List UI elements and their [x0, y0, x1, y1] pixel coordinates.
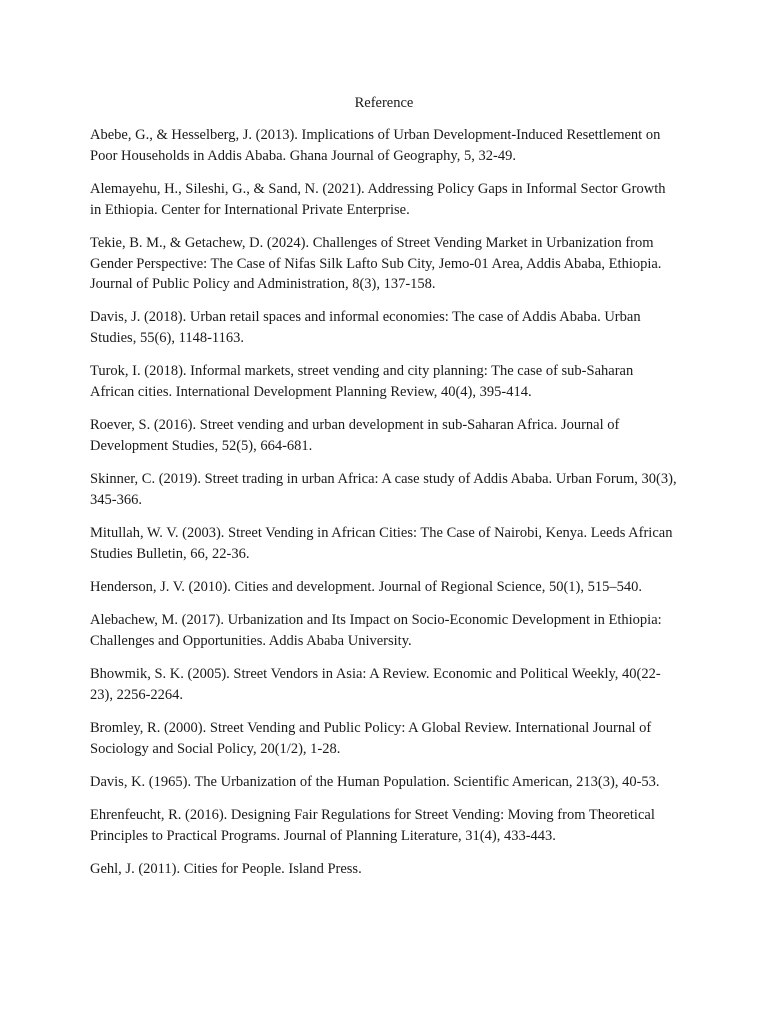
- reference-item: Tekie, B. M., & Getachew, D. (2024). Challenges of Street Vending Market in Urbanization from Gender Perspective: The Case of Nifas Silk Lafto Sub City, Jemo-01 Area, Addis Ababa, Ethiopia. Journal of Public Policy and Administration, 8(3), 137-158.: [90, 234, 662, 293]
- reference-item: Davis, K. (1965). The Urbanization of the Human Population. Scientific American, 213(3), 40-53.: [90, 773, 660, 790]
- reference-item: Gehl, J. (2011). Cities for People. Island Press.: [90, 860, 362, 877]
- reference-item: Bromley, R. (2000). Street Vending and Public Policy: A Global Review. International Journal of Sociology and Social Policy, 20(1/2), 1-28.: [90, 719, 652, 757]
- reference-item: Davis, J. (2018). Urban retail spaces and informal economies: The case of Addis Ababa. Urban Studies, 55(6), 1148-1163.: [90, 309, 641, 347]
- reference-item: Abebe, G., & Hesselberg, J. (2013). Implications of Urban Development-Induced Resettlement on Poor Households in Addis Ababa. Ghana Journal of Geography, 5, 32-49.: [90, 127, 661, 164]
- reference-list: [90, 125, 680, 892]
- reference-item: Alebachew, M. (2017). Urbanization and Its Impact on Socio-Economic Development in Ethiopia: Challenges and Opportunities. Addis Ababa University.: [90, 612, 662, 649]
- page-title: Reference: [354, 95, 414, 111]
- reference-item: Roever, S. (2016). Street vending and urban development in sub-Saharan Africa. Journal of Development Studies, 52(5), 664-681.: [90, 417, 620, 455]
- reference-item: Mitullah, W. V. (2003). Street Vending in African Cities: The Case of Nairobi, Kenya. Leeds African Studies Bulletin, 66, 22-36.: [90, 525, 673, 562]
- reference-item: Alemayehu, H., Sileshi, G., & Sand, N. (2021). Addressing Policy Gaps in Informal Sector Growth in Ethiopia. Center for International Private Enterprise.: [90, 180, 666, 218]
- reference-item: Henderson, J. V. (2010). Cities and development. Journal of Regional Science, 50(1), 515–540.: [90, 578, 642, 595]
- reference-item: Skinner, C. (2019). Street trading in urban Africa: A case study of Addis Ababa. Urban Forum, 30(3), 345-366.: [90, 471, 677, 508]
- reference-item: Turok, I. (2018). Informal markets, street vending and city planning: The case of sub-Saharan African cities. International Development Planning Review, 40(4), 395-414.: [90, 363, 634, 401]
- reference-item: Bhowmik, S. K. (2005). Street Vendors in Asia: A Review. Economic and Political Weekly, 40(22-23), 2256-2264.: [90, 665, 661, 703]
- reference-item: Ehrenfeucht, R. (2016). Designing Fair Regulations for Street Vending: Moving from Theoretical Principles to Practical Programs. Journal of Planning Literature, 31(4), 433-443.: [90, 806, 655, 844]
